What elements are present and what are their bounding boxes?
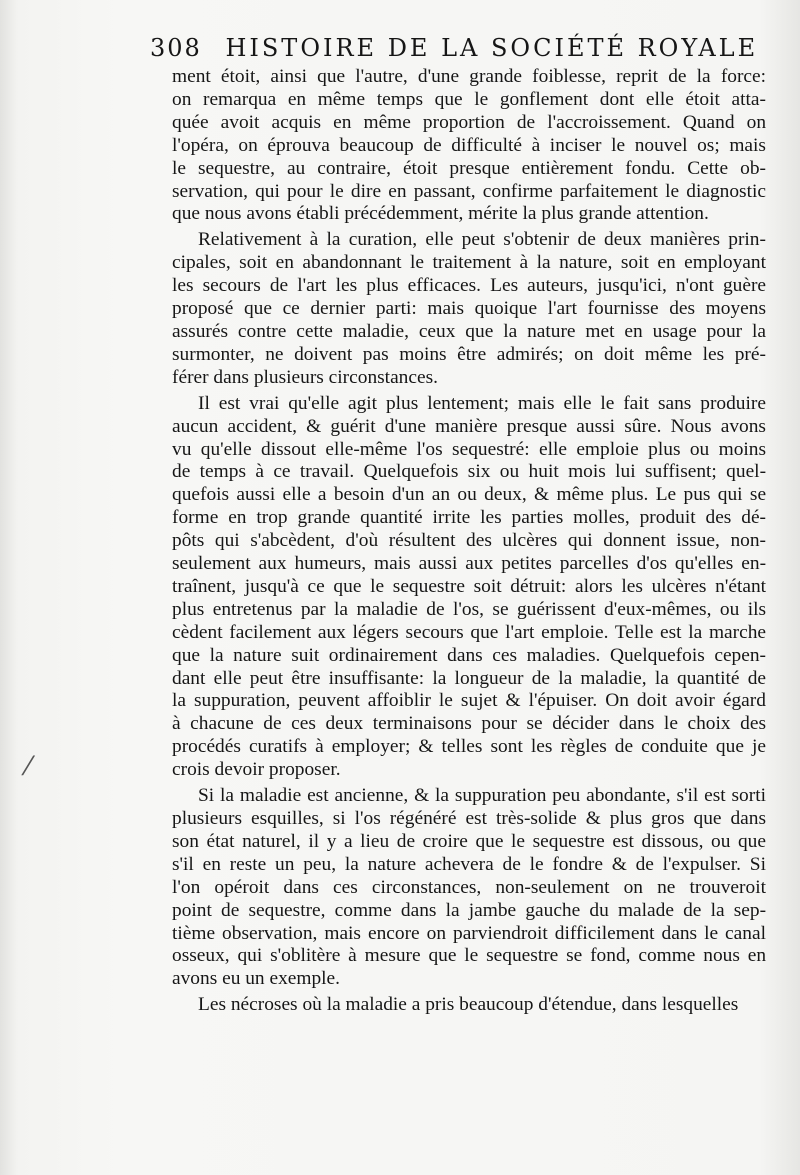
text-line: proposé que ce dernier parti: mais quoique l'art fournisse des moyens [172, 298, 766, 320]
text-line: seulement aux humeurs, mais aussi aux petites parcelles d'os qu'elles en- [172, 553, 766, 575]
text-line: aucun accident, & guérit d'une manière presque aussi sûre. Nous avons [172, 415, 766, 437]
text-line: traînent, jusqu'à ce que le sequestre soit détruit: alors les ulcères n'étant [172, 575, 766, 597]
text-line: de temps à ce travail. Quelquefois six ou huit mois lui suffisent; quel- [172, 461, 766, 483]
text-line: la suppuration, peuvent affoiblir le sujet & l'épuiser. On doit avoir égard [172, 690, 766, 712]
paragraph [172, 66, 766, 226]
text-line: que la nature suit ordinairement dans ces maladies. Quelquefois cepen- [172, 644, 766, 666]
text-line: à chacune de ces deux terminaisons pour se décider dans le choix des [172, 713, 766, 735]
text-line: ment étoit, ainsi que l'autre, d'une grande foiblesse, reprit de la force: [172, 66, 766, 87]
text-line: vu qu'elle dissout elle-même l'os sequestré: elle emploie plus ou moins [172, 438, 766, 460]
text-line: pôts qui s'abcèdent, d'où résultent des ulcères qui donnent issue, non- [172, 530, 766, 552]
text-line: son état naturel, il y a lieu de croire que le sequestre est dissous, ou que [172, 830, 766, 852]
text-line: cèdent facilement aux légers secours que l'art emploie. Telle est la marche [172, 621, 766, 643]
paragraph [172, 229, 766, 389]
paragraph [172, 393, 766, 782]
text-line: assurés contre cette maladie, ceux que la nature met en usage pour la [172, 320, 766, 342]
paragraph [172, 785, 766, 991]
text-line: quefois aussi elle a besoin d'un an ou deux, & même plus. Le pus qui se [172, 484, 766, 506]
text-line: le sequestre, au contraire, étoit presque entièrement fondu. Cette ob- [172, 157, 766, 179]
running-header [150, 34, 759, 68]
running-title: HISTOIRE DE LA SOCIÉTÉ ROYALE [225, 34, 759, 62]
body-text [172, 66, 766, 1020]
text-line: quée avoit acquis en même proportion de l'accroissement. Quand on [172, 111, 766, 133]
text-line: cipales, soit en abandonnant le traitement à la nature, soit en employant [172, 252, 766, 274]
text-line: Relativement à la curation, elle peut s'obtenir de deux manières prin- [198, 229, 766, 251]
margin-pen-stroke: ⁄ [26, 752, 31, 782]
text-line: servation, qui pour le dire en passant, confirme parfaitement le diagnostic [172, 180, 766, 202]
text-line: on remarqua en même temps que le gonflement dont elle étoit atta- [172, 88, 766, 110]
text-line: surmonter, ne doivent pas moins être admirés; on doit même les pré- [172, 343, 766, 365]
text-line: s'il en reste un peu, la nature achevera de le fondre & de l'expulser. Si [172, 853, 766, 875]
text-line: les secours de l'art les plus efficaces. Les auteurs, jusqu'ici, n'ont guère [172, 275, 766, 297]
text-line: Si la maladie est ancienne, & la suppuration peu abondante, s'il est sorti [198, 785, 766, 807]
text-line: plus entretenus par la maladie de l'os, se guérissent d'eux-mêmes, ou ils [172, 598, 766, 620]
page-number: 308 [150, 34, 202, 62]
text-line: avons eu un exemple. [172, 968, 341, 990]
text-line: procédés curatifs à employer; & telles sont les règles de conduite que je [172, 736, 766, 758]
text-line: Les nécroses où la maladie a pris beaucoup d'étendue, dans lesquelles [198, 994, 739, 1016]
text-line: l'opéra, on éprouva beaucoup de difficulté à inciser le nouvel os; mais [172, 134, 766, 156]
text-line: crois devoir proposer. [172, 759, 341, 781]
paragraph [172, 994, 766, 1017]
text-line: Il est vrai qu'elle agit plus lentement; mais elle le fait sans produire [198, 392, 766, 414]
text-line: que nous avons établi précédemment, mérite la plus grande attention. [172, 203, 709, 225]
text-line: dant elle peut être insuffisante: la longueur de la maladie, la quantité de [172, 667, 766, 689]
text-line: férer dans plusieurs circonstances. [172, 366, 438, 388]
text-line: l'on opéroit dans ces circonstances, non-seulement on ne trouveroit [172, 876, 766, 898]
text-line: forme en trop grande quantité irrite les parties molles, produit des dé- [172, 507, 766, 529]
text-line: point de sequestre, comme dans la jambe gauche du malade de la sep- [172, 899, 766, 921]
text-line: osseux, qui s'oblitère à mesure que le sequestre se fond, comme nous en [172, 945, 766, 967]
text-line: tième observation, mais encore on parviendroit difficilement dans le canal [172, 922, 766, 944]
text-line: plusieurs esquilles, si l'os régénéré est très-solide & plus gros que dans [172, 808, 766, 829]
